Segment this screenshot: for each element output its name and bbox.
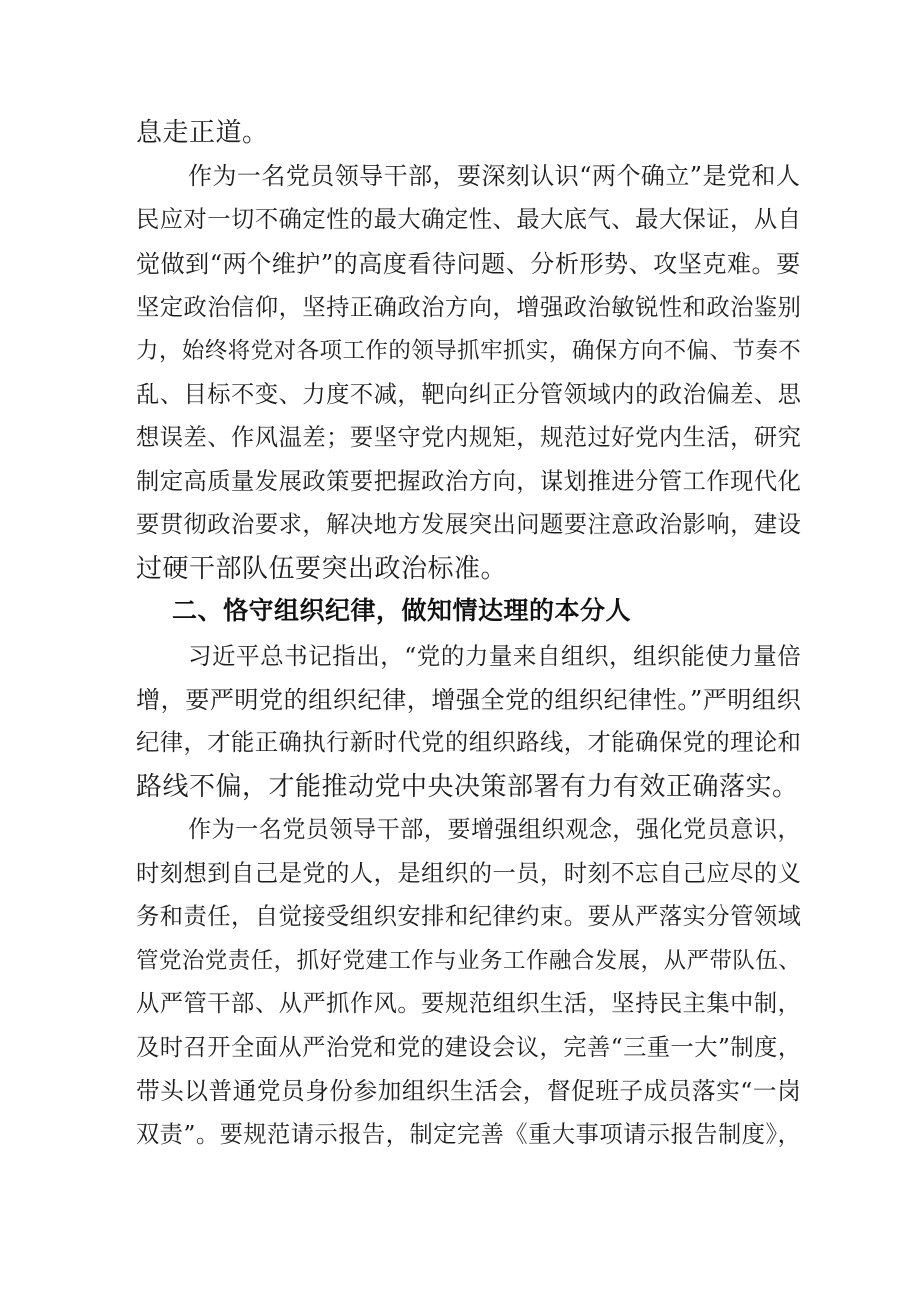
paragraph-line: 民应对一切不确定性的最大确定性、最大底气、最大保证，从自 — [136, 206, 802, 233]
paragraph-line: 双责”。要规范请示报告，制定完善《重大事项请示报告制度》， — [136, 1121, 802, 1148]
paragraph-line: 觉做到“两个维护”的高度看待问题、分析形势、攻坚克难。要 — [136, 250, 801, 278]
paragraph-line: 想误差、作风温差；要坚守党内规矩，规范过好党内生活，研究 — [136, 424, 802, 451]
paragraph-line: 习近平总书记指出，“党的力量来自组织，组织能使力量倍 — [188, 642, 802, 670]
paragraph-line: 带头以普通党员身份参加组织生活会，督促班子成员落实“一岗 — [136, 1077, 802, 1105]
paragraph-line: 制定高质量发展政策要把握政治方向，谋划推进分管工作现代化 — [136, 468, 802, 495]
paragraph-line: 及时召开全面从严治党和党的建设会议，完善“三重一大”制度， — [136, 1034, 802, 1061]
paragraph-line: 纪律，才能正确执行新时代党的组织路线，才能确保党的理论和 — [136, 729, 802, 756]
paragraph-line: 坚定政治信仰，坚持正确政治方向，增强政治敏锐性和政治鉴别 — [136, 294, 802, 321]
paragraph-line: 增，要严明党的组织纪律，增强全党的组织纪律性。”严明组织 — [136, 686, 802, 714]
paragraph-line: 务和责任，自觉接受组织安排和纪律约束。要从严落实分管领域 — [136, 903, 802, 930]
paragraph-line: 息走正道。 — [136, 118, 269, 148]
paragraph-line: 要贯彻政治要求，解决地方发展突出问题要注意政治影响，建设 — [136, 511, 802, 538]
paragraph-line: 作为一名党员领导干部，要深刻认识“两个确立”是党和人 — [188, 162, 801, 190]
paragraph-line: 乱、目标不变、力度不减，靶向纠正分管领域内的政治偏差、思 — [136, 381, 802, 408]
paragraph-line: 管党治党责任，抓好党建工作与业务工作融合发展，从严带队伍、 — [136, 948, 802, 974]
paragraph-line: 过硬干部队伍要突出政治标准。 — [136, 554, 508, 584]
section-heading: 二、恪守组织纪律，做知情达理的本分人 — [172, 596, 632, 625]
paragraph-line: 时刻想到自己是党的人，是组织的一员，时刻不忘自己应尽的义 — [136, 860, 802, 887]
paragraph-line: 路线不偏，才能推动党中央决策部署有力有效正确落实。 — [136, 772, 799, 802]
paragraph-line: 作为一名党员领导干部，要增强组织观念，强化党员意识， — [188, 817, 802, 843]
paragraph-line: 从严管干部、从严抓作风。要规范组织生活，坚持民主集中制， — [136, 990, 802, 1017]
paragraph-line: 力，始终将党对各项工作的领导抓牢抓实，确保方向不偏、节奏不 — [136, 338, 802, 364]
